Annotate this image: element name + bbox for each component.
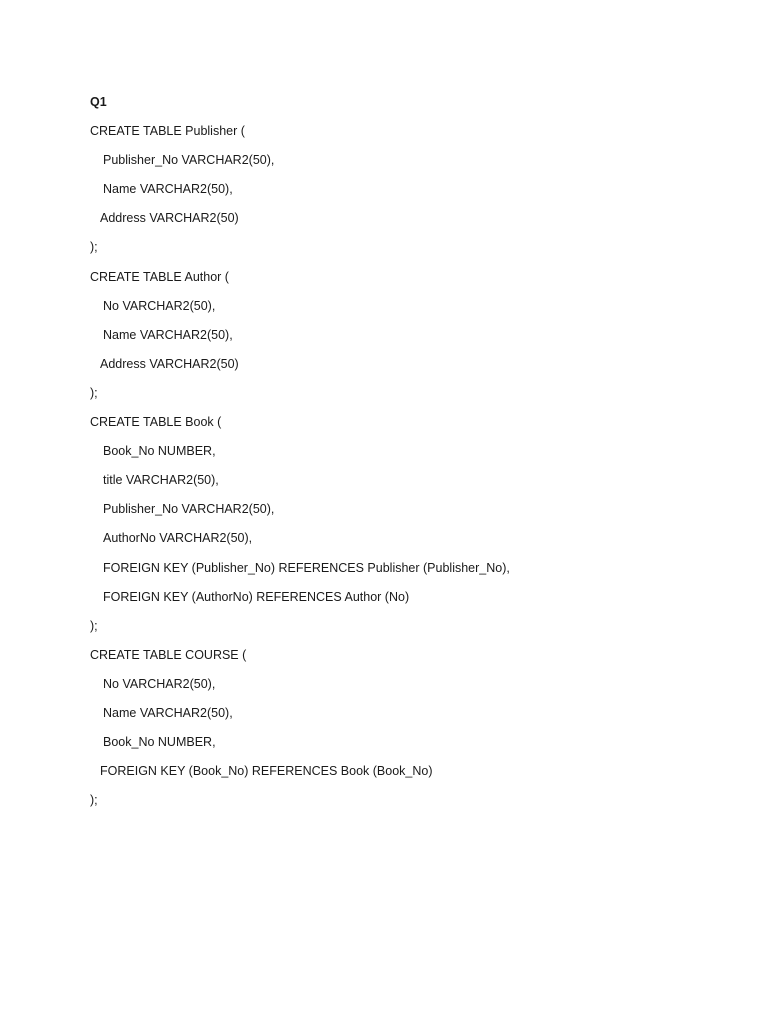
author-column-line: Address VARCHAR2(50) <box>100 356 239 371</box>
book-close-line: ); <box>90 618 98 633</box>
course-foreign-key-line: FOREIGN KEY (Book_No) REFERENCES Book (Book_No) <box>100 764 433 779</box>
course-column-line: No VARCHAR2(50), <box>103 676 216 691</box>
document-body <box>90 93 730 820</box>
book-create-line: CREATE TABLE Book ( <box>90 415 222 430</box>
book-column-line: Publisher_No VARCHAR2(50), <box>103 502 275 517</box>
publisher-close-line: ); <box>90 240 98 255</box>
publisher-column-line: Name VARCHAR2(50), <box>103 182 233 197</box>
course-close-line: ); <box>90 793 98 808</box>
author-create-line: CREATE TABLE Author ( <box>90 269 229 284</box>
book-column-line: Book_No NUMBER, <box>103 444 216 459</box>
question-heading: Q1 <box>90 95 107 109</box>
author-close-line: ); <box>90 385 98 400</box>
course-column-line: Book_No NUMBER, <box>103 735 216 750</box>
publisher-column-line: Publisher_No VARCHAR2(50), <box>103 153 275 168</box>
course-column-line: Name VARCHAR2(50), <box>103 705 233 720</box>
publisher-column-line: Address VARCHAR2(50) <box>100 211 239 226</box>
course-create-line: CREATE TABLE COURSE ( <box>90 647 247 662</box>
author-column-line: Name VARCHAR2(50), <box>103 327 233 342</box>
book-foreign-key-line: FOREIGN KEY (AuthorNo) REFERENCES Author (No) <box>103 589 410 604</box>
author-column-line: No VARCHAR2(50), <box>103 298 216 313</box>
publisher-create-line: CREATE TABLE Publisher ( <box>90 124 245 139</box>
book-column-line: AuthorNo VARCHAR2(50), <box>103 531 253 546</box>
book-column-line: title VARCHAR2(50), <box>103 473 219 488</box>
book-foreign-key-line: FOREIGN KEY (Publisher_No) REFERENCES Publisher (Publisher_No), <box>103 560 510 575</box>
